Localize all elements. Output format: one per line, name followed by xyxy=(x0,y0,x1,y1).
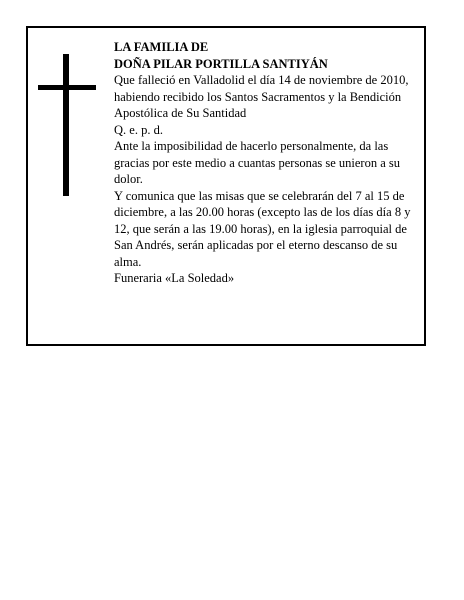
cross-vertical-bar xyxy=(63,54,69,196)
death-announcement: Que falleció en Valladolid el día 14 de noviembre de 2010, habiendo recibido los Santos Sacramentos y la Bendición Apostólica de Su Santidad xyxy=(114,73,409,120)
qepd-line: Q. e. p. d. xyxy=(114,122,163,137)
cross-horizontal-bar xyxy=(38,85,96,90)
notice-heading-line1: LA FAMILIA DE xyxy=(114,40,209,54)
notice-text xyxy=(114,39,418,287)
funeral-home: Funeraria «La Soledad» xyxy=(114,271,235,285)
notice-heading-line2: DOÑA PILAR PORTILLA SANTIYÁN xyxy=(114,56,328,71)
masses-paragraph: Y comunica que las misas que se celebrarán del 7 al 15 de diciembre, a las 20.00 horas (excepto las de los días día 8 y 12, que serán a las 19.00 horas), en la iglesia parroquial de San Andrés, serán aplicadas por el eterno descanso de su alma. xyxy=(114,188,411,269)
thanks-paragraph: Ante la imposibilidad de hacerlo personalmente, da las gracias por este medio a cuantas personas se unieron a su dolor. xyxy=(114,139,401,186)
